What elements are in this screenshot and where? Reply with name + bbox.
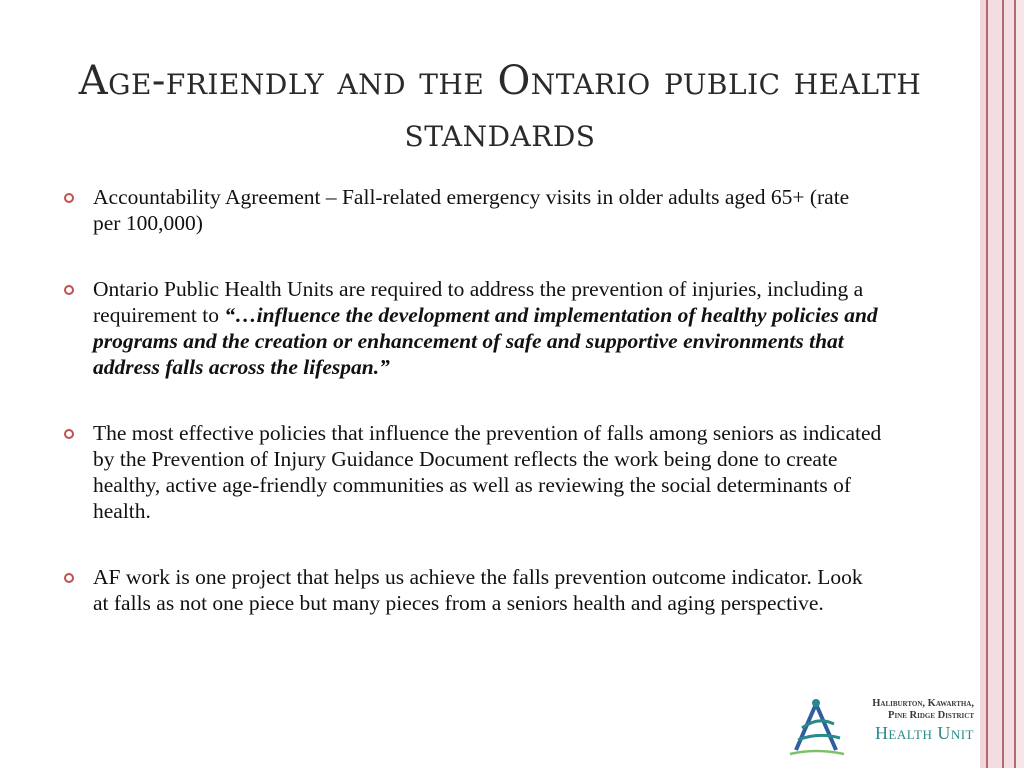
bullet-item bbox=[62, 564, 882, 616]
logo-line: Health Unit bbox=[874, 723, 974, 743]
decorative-stripe bbox=[1004, 0, 1014, 768]
slide-title: Age-friendly and the Ontario public health standards bbox=[78, 58, 922, 156]
bullet-text: Ontario Public Health Units are required to address the prevention of injuries, including a requirement to bbox=[93, 277, 864, 327]
bullet-text: The most effective policies that influence the prevention of falls among seniors as indicated by the Prevention of Injury Guidance Document reflects the work being done to create healthy, active age-friendly communities as well as reviewing the social determinants of health. bbox=[93, 421, 882, 523]
bullet-quote: “…influence the development and implementation of healthy policies and programs and the creation or enhancement of safe and supportive environments that address falls across the lifespan.” bbox=[93, 303, 878, 379]
health-unit-logo bbox=[788, 694, 978, 760]
logo-wordmark bbox=[834, 698, 974, 744]
logo-line: Pine Ridge District bbox=[888, 710, 974, 721]
decorative-stripe bbox=[1016, 0, 1024, 768]
logo-line: Haliburton, Kawartha, bbox=[872, 698, 974, 709]
bullet-text: AF work is one project that helps us achieve the falls prevention outcome indicator. Look at falls as not one piece but many pieces from a seniors health and aging perspective. bbox=[93, 565, 863, 615]
bullet-list bbox=[62, 184, 882, 616]
bullet-item bbox=[62, 184, 882, 236]
bullet-circle-icon bbox=[64, 429, 74, 439]
bullet-circle-icon bbox=[64, 285, 74, 295]
bullet-circle-icon bbox=[64, 193, 74, 203]
decorative-stripe bbox=[988, 0, 1002, 768]
bullet-item bbox=[62, 276, 882, 380]
bullet-item bbox=[62, 420, 882, 524]
bullet-text: Accountability Agreement – Fall-related emergency visits in older adults aged 65+ (rate per 100,000) bbox=[93, 185, 850, 235]
bullet-circle-icon bbox=[64, 573, 74, 583]
